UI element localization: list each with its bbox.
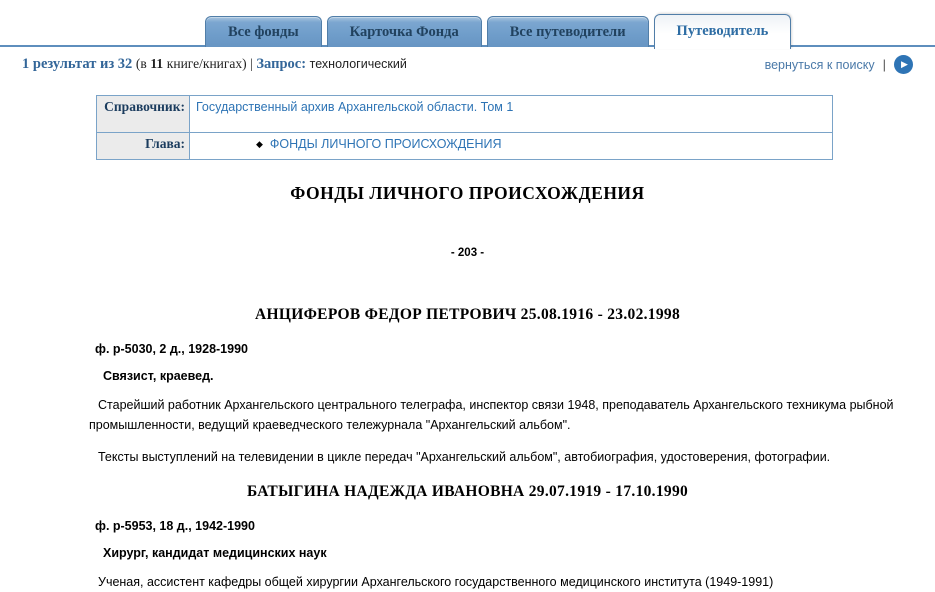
table-row-chapter	[97, 133, 833, 160]
forward-arrow-icon: ▶	[901, 59, 908, 69]
back-to-search-link[interactable]: вернуться к поиску	[764, 57, 875, 72]
entry-paragraph: Тексты выступлений на телевидении в цикле передач "Архангельский альбом", автобиография, удостоверения, фотографии.	[98, 450, 831, 464]
reference-link[interactable]: Государственный архив Архангельской области. Том 1	[196, 100, 514, 114]
chapter-link-wrap	[196, 137, 826, 151]
guide-content	[0, 160, 935, 592]
tab-fond-card[interactable]: Карточка Фонда	[327, 16, 482, 47]
reference-value-cell	[190, 96, 833, 133]
chapter-value-cell	[190, 133, 833, 160]
books-count: 11	[150, 56, 164, 71]
table-row-reference	[97, 96, 833, 133]
entry-paragraph: Старейший работник Архангельского центрального телеграфа, инспектор связи 1948, преподаватель Архангельского техникума рыбной промышленности, ведущий краеведческого тележурнала "Архангельский альбом".	[89, 398, 894, 432]
result-summary	[22, 56, 407, 73]
books-suffix: книге/книгах) |	[166, 56, 253, 71]
entry-paragraph: Ученая, ассистент кафедры общей хирургии Архангельского государственного медицинского института (1949-1991)	[98, 575, 774, 589]
diamond-bullet-icon: ◆	[256, 138, 263, 149]
separator-pipe: |	[882, 57, 886, 72]
query-value: технологический	[309, 57, 407, 71]
role-line-batygina: Хирург, кандидат медицинских наук	[103, 546, 327, 560]
chapter-label: Глава:	[97, 133, 190, 160]
chapter-title: ФОНДЫ ЛИЧНОГО ПРОИСХОЖДЕНИЯ	[290, 183, 645, 203]
forward-arrow-button[interactable]	[894, 55, 913, 74]
books-prefix: (в	[135, 56, 147, 71]
reference-label: Справочник:	[97, 96, 190, 133]
result-bar	[0, 48, 935, 80]
tab-all-guides[interactable]: Все путеводители	[487, 16, 649, 47]
entry-heading-batygina: БАТЫГИНА НАДЕЖДА ИВАНОВНА 29.07.1919 - 17.10.1990	[246, 483, 689, 500]
query-label: Запрос:	[256, 56, 307, 72]
guide-info-table	[96, 95, 833, 160]
tab-all-fonds[interactable]: Все фонды	[205, 16, 322, 47]
result-count: 1 результат из 32	[22, 56, 133, 72]
page-number: - 203 -	[450, 247, 485, 259]
fond-line-batygina: ф. р-5953, 18 д., 1942-1990	[95, 519, 255, 533]
tabs-container	[205, 14, 791, 47]
tab-guide-active[interactable]: Путеводитель	[654, 14, 792, 49]
result-bar-actions	[765, 55, 913, 74]
fond-line-antsiferov: ф. р-5030, 2 д., 1928-1990	[95, 342, 248, 356]
tab-bar	[0, 0, 935, 48]
chapter-link[interactable]: ФОНДЫ ЛИЧНОГО ПРОИСХОЖДЕНИЯ	[269, 137, 502, 151]
entry-heading-antsiferov: АНЦИФЕРОВ ФЕДОР ПЕТРОВИЧ 25.08.1916 - 23.02.1998	[255, 306, 680, 323]
role-line-antsiferov: Связист, краевед.	[103, 369, 214, 383]
